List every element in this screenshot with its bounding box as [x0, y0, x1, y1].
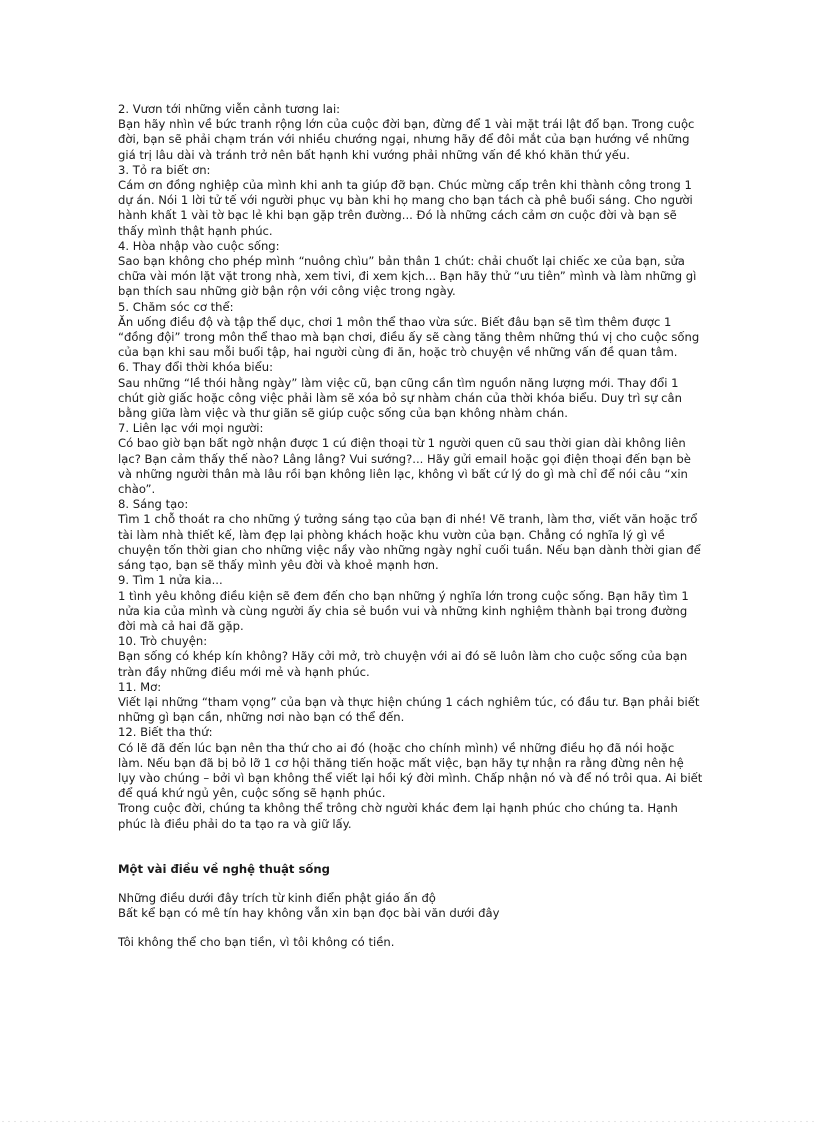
- section-heading: 3. Tỏ ra biết ơn:: [118, 162, 211, 177]
- document-page: [118, 102, 703, 951]
- paragraph: Sao bạn không cho phép mình “nuông chìu” bản thân 1 chút: chải chuốt lại chiếc xe của bạn, sửa chữa vài món lặt vặt trong nhà, xem tivi, đi xem kịch... Bạn hãy thử “ưu tiên” mình và làm những gì bạn thích sau những giờ bận rộn với công việc trong ngày.: [118, 254, 697, 299]
- paragraph: Sau những “lề thói hằng ngày” làm việc cũ, bạn cũng cần tìm nguồn năng lượng mới. Thay đổi 1 chút giờ giấc hoặc công việc phải làm sẽ xóa bỏ sự nhàm chán của thời khóa biểu. Duy trì sự cân bằng giữa làm việc và thư giãn sẽ giúp cuộc sống của bạn không nhàm chán.: [118, 375, 682, 421]
- paragraph: Có bao giờ bạn bất ngờ nhận được 1 cú điện thoại từ 1 người quen cũ sau thời gian dài không liên lạc? Bạn cảm thấy thế nào? Lâng lâng? Vui sướng?... Hãy gửi email hoặc gọi điện thoại đến bạn bè và những người thân mà lâu rồi bạn không liên lạc, không vì bất cứ lý do gì mà chỉ để nói câu “xin chào”.: [118, 436, 691, 497]
- section-heading: 9. Tìm 1 nửa kia...: [118, 573, 223, 588]
- section-heading: 6. Thay đổi thời khóa biểu:: [118, 360, 273, 375]
- intro-line-1: Những điều dưới đây trích từ kinh điển phật giáo ấn độ: [118, 890, 436, 905]
- section-heading: 11. Mơ:: [118, 679, 162, 694]
- paragraph: Trong cuộc đời, chúng ta không thể trông chờ người khác đem lại hạnh phúc cho chúng ta. Hạnh phúc là điều phải do ta tạo ra và giữ lấy.: [118, 801, 678, 831]
- paragraph: Tìm 1 chỗ thoát ra cho những ý tưởng sáng tạo của bạn đi nhé! Vẽ tranh, làm thơ, viết văn hoặc trổ tài làm nhà thiết kế, làm đẹp lại phòng khách hoặc khu vườn của bạn. Chẳng có nghĩa lý gì về chuyện tốn thời gian cho những việc nầy vào những ngày nghỉ cuối tuần. Nếu bạn dành thời gian để sáng tạo, bạn sẽ thấy mình yêu đời và khoẻ mạnh hơn.: [118, 512, 701, 573]
- closing-line: Tôi không thể cho bạn tiền, vì tôi không có tiền.: [118, 935, 395, 950]
- paragraph: Có lẽ đã đến lúc bạn nên tha thứ cho ai đó (hoặc cho chính mình) về những điều họ đã nói hoặc làm. Nếu bạn đã bị bỏ lỡ 1 cơ hội thăng tiến hoặc mất việc, bạn hãy tự nhận ra rằng đừng nên hệ lụy vào chúng – bởi vì bạn không thể viết lại hồi ký đời mình. Chấp nhận nó và để nó trôi qua. Ai biết để quá khứ ngủ yên, cuộc sống sẽ hạnh phúc.: [118, 740, 703, 801]
- section-heading: 5. Chăm sóc cơ thể:: [118, 299, 234, 314]
- section-heading: 12. Biết tha thứ:: [118, 725, 213, 740]
- section-heading: 4. Hòa nhập vào cuộc sống:: [118, 238, 280, 253]
- section-heading: 2. Vươn tới những viễn cảnh tương lai:: [118, 102, 341, 116]
- section-heading: 8. Sáng tạo:: [118, 497, 189, 512]
- paragraph: Bạn hãy nhìn về bức tranh rộng lớn của cuộc đời bạn, đừng để 1 vài mặt trái lật đổ bạn. Trong cuộc đời, bạn sẽ phải chạm trán với nhiều chướng ngại, nhưng hãy để đôi mắt của bạn hướng về những giá trị lâu dài và tránh trở nên bất hạnh khi vướng phải những vấn đề khó khăn thứ yếu.: [118, 117, 695, 162]
- paragraph: Viết lại những “tham vọng” của bạn và thực hiện chúng 1 cách nghiêm túc, có đầu tư. Bạn phải biết những gì bạn cần, những nơi nào bạn có thể đến.: [118, 694, 700, 725]
- section-title: Một vài điều về nghệ thuật sống: [118, 861, 330, 876]
- spacer: [118, 921, 703, 935]
- article-body: [118, 102, 703, 832]
- paragraph: 1 tình yêu không điều kiện sẽ đem đến cho bạn những ý nghĩa lớn trong cuộc sống. Bạn hãy tìm 1 nửa kia của mình và cùng người ấy chia sẻ buồn vui và những kinh nghiệm thành bại trong đường đời mà cả hai đã gặp.: [118, 588, 689, 633]
- section-heading: 7. Liên lạc với mọi người:: [118, 421, 264, 436]
- paragraph: Bạn sống có khép kín không? Hãy cởi mở, trò chuyện với ai đó sẽ luôn làm cho cuộc sống của bạn tràn đầy những điều mới mẻ và hạnh phúc.: [118, 649, 688, 679]
- spacer: [118, 832, 703, 862]
- spacer: [118, 877, 703, 891]
- intro-line-2: Bất kể bạn có mê tín hay không vẫn xin bạn đọc bài văn dưới đây: [118, 906, 500, 921]
- paragraph: Cám ơn đồng nghiệp của mình khi anh ta giúp đỡ bạn. Chúc mừng cấp trên khi thành công trong 1 dự án. Nói 1 lời tử tế với người phục vụ bàn khi họ mang cho bạn tách cà phê buổi sáng. Cho người hành khất 1 vài tờ bạc lẻ khi bạn gặp trên đường... Đó là những cách cảm ơn cuộc đời và bạn sẽ thấy mình thật hạnh phúc.: [118, 178, 693, 238]
- paragraph: Ăn uống điều độ và tập thể dục, chơi 1 môn thể thao vừa sức. Biết đâu bạn sẽ tìm thêm được 1 “đồng đội” trong môn thể thao mà bạn chơi, điều ấy sẽ càng tăng thêm những thú vị cho cuộc sống của bạn khi sau mỗi buổi tập, hai người cùng đi ăn, hoặc trò chuyện về những vấn đề quan tâm.: [118, 314, 700, 360]
- section-heading: 10. Trò chuyện:: [118, 634, 208, 649]
